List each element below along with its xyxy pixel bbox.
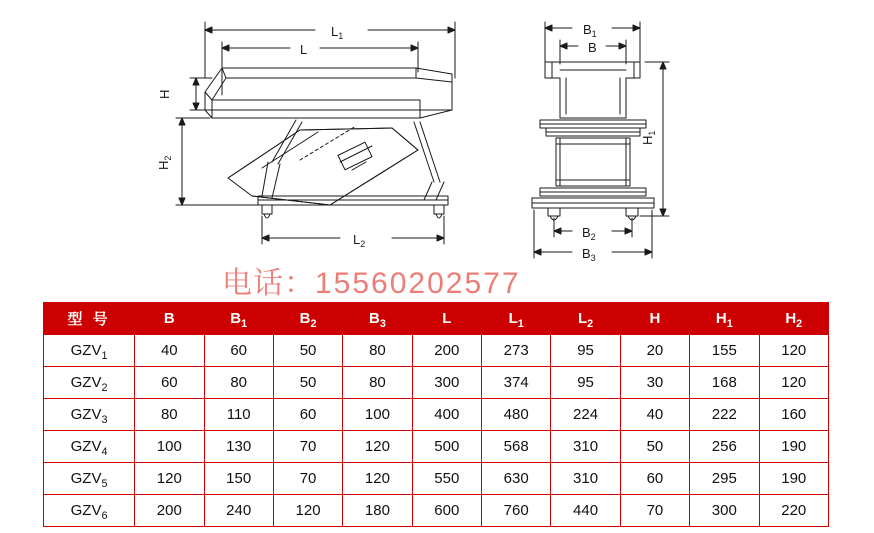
cell-value: 120 (759, 335, 829, 367)
dim-label-B1: $B_1$ (583, 22, 597, 39)
cell-value: 70 (273, 463, 342, 495)
dim-label-H2: $H_2$ (156, 155, 173, 170)
dim-label-B2: $B_2$ (582, 225, 596, 242)
header-cell-B: B (135, 303, 204, 335)
cell-value: 120 (135, 463, 204, 495)
cell-model: $GZV_6$ (44, 495, 135, 527)
cell-value: 130 (204, 431, 273, 463)
cell-value: 190 (759, 463, 829, 495)
cell-value: 50 (273, 367, 342, 399)
cell-value: 100 (343, 399, 412, 431)
spec-table-wrap (43, 302, 829, 527)
dim-label-L2: $L_2$ (353, 232, 366, 249)
table-body (44, 335, 829, 527)
cell-value: 80 (343, 335, 412, 367)
cell-value: 168 (690, 367, 759, 399)
cell-value: 120 (343, 463, 412, 495)
table-header-row (44, 303, 829, 335)
cell-value: 70 (273, 431, 342, 463)
cell-value: 60 (135, 367, 204, 399)
dim-label-H1: $H_1$ (640, 130, 657, 145)
cell-value: 310 (551, 431, 620, 463)
cell-value: 190 (759, 431, 829, 463)
cell-value: 240 (204, 495, 273, 527)
cell-value: 60 (273, 399, 342, 431)
cell-value: 40 (135, 335, 204, 367)
cell-value: 110 (204, 399, 273, 431)
cell-value: 160 (759, 399, 829, 431)
table-row (44, 495, 829, 527)
cell-value: 50 (620, 431, 689, 463)
cell-model: $GZV_3$ (44, 399, 135, 431)
cell-value: 295 (690, 463, 759, 495)
cell-value: 80 (204, 367, 273, 399)
table-row (44, 463, 829, 495)
cell-value: 400 (412, 399, 481, 431)
cell-value: 220 (759, 495, 829, 527)
table-row (44, 431, 829, 463)
cell-value: 300 (412, 367, 481, 399)
header-cell-H2: $H_2$ (759, 303, 829, 335)
cell-model: $GZV_5$ (44, 463, 135, 495)
cell-value: 30 (620, 367, 689, 399)
cell-model: $GZV_1$ (44, 335, 135, 367)
dim-label-B: B (588, 40, 597, 55)
dim-label-B3: $B_3$ (582, 246, 596, 263)
cell-model: $GZV_2$ (44, 367, 135, 399)
cell-value: 95 (551, 367, 620, 399)
header-cell-B2: $B_2$ (273, 303, 342, 335)
cell-value: 100 (135, 431, 204, 463)
cell-value: 600 (412, 495, 481, 527)
header-cell-B1: $B_1$ (204, 303, 273, 335)
table-row (44, 367, 829, 399)
header-cell-L1: $L_1$ (482, 303, 551, 335)
watermark-phone-number: 15560202577 (315, 267, 521, 300)
cell-value: 500 (412, 431, 481, 463)
watermark-prefix: 电话： (222, 267, 315, 300)
header-cell-L2: $L_2$ (551, 303, 620, 335)
cell-value: 550 (412, 463, 481, 495)
dim-label-H: H (157, 89, 172, 99)
dim-label-L: L (300, 42, 308, 57)
cell-value: 20 (620, 335, 689, 367)
cell-value: 95 (551, 335, 620, 367)
cell-value: 180 (343, 495, 412, 527)
cell-value: 224 (551, 399, 620, 431)
cell-value: 200 (412, 335, 481, 367)
cell-value: 273 (482, 335, 551, 367)
cell-value: 150 (204, 463, 273, 495)
header-cell-H: H (620, 303, 689, 335)
cell-value: 120 (759, 367, 829, 399)
cell-value: 60 (620, 463, 689, 495)
cell-value: 222 (690, 399, 759, 431)
header-cell-model: 型 号 (44, 303, 135, 335)
cell-value: 310 (551, 463, 620, 495)
cell-value: 440 (551, 495, 620, 527)
cell-value: 50 (273, 335, 342, 367)
cell-value: 80 (135, 399, 204, 431)
header-cell-B3: $B_3$ (343, 303, 412, 335)
spec-table (43, 302, 829, 527)
cell-value: 60 (204, 335, 273, 367)
side-view-drawing (176, 22, 455, 244)
cell-value: 120 (343, 431, 412, 463)
cell-value: 40 (620, 399, 689, 431)
cell-value: 70 (620, 495, 689, 527)
cell-value: 760 (482, 495, 551, 527)
dim-label-L1: $L_1$ (331, 24, 344, 41)
cell-value: 120 (273, 495, 342, 527)
table-row (44, 399, 829, 431)
cell-value: 630 (482, 463, 551, 495)
header-cell-L: L (412, 303, 481, 335)
cell-value: 256 (690, 431, 759, 463)
header-cell-H1: $H_1$ (690, 303, 759, 335)
cell-value: 568 (482, 431, 551, 463)
cell-value: 300 (690, 495, 759, 527)
cell-value: 480 (482, 399, 551, 431)
cell-model: $GZV_4$ (44, 431, 135, 463)
cell-value: 200 (135, 495, 204, 527)
cell-value: 80 (343, 367, 412, 399)
cell-value: 374 (482, 367, 551, 399)
cell-value: 155 (690, 335, 759, 367)
table-row (44, 335, 829, 367)
